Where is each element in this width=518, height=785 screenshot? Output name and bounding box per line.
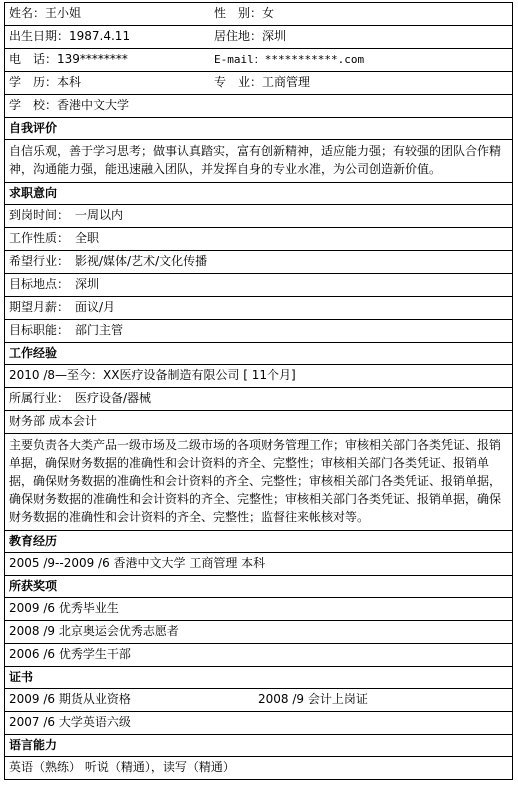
row-school (5, 95, 512, 118)
job-intent-function: 目标职能： 部门主管 (5, 320, 512, 343)
work-description: 主要负责各大类产品一级市场及二级市场的各项财务管理工作；审核相关部门各类凭证、报销单据，确保财务数据的准确性和会计资料的齐全、完整性；审核相关部门各类凭证、报销单据，确保财务数据的准确性和会计资料的齐全、完整性；审核相关部门各类凭证、报销单据，确保财务数据的准确性和会计资料的齐全、完整性；审核相关部门各类凭证、报销单据，确保财务数据的准确性和会计资料的齐全、完整性；监督往来帐核对等。 (5, 434, 512, 531)
award-item: 2009 /6 优秀毕业生 (5, 598, 512, 621)
language-text: 英语（熟练） 听说（精通），读写（精通） (5, 757, 512, 780)
section-heading-language: 语言能力 (5, 735, 512, 757)
major-field: 专 业：工商管理 (214, 75, 311, 89)
work-position: 财务部 成本会计 (5, 411, 512, 434)
row-phone-email (5, 49, 512, 72)
section-heading-awards: 所获奖项 (5, 576, 512, 598)
phone-field: 电 话：139******** (9, 52, 128, 66)
section-heading-job-intention: 求职意向 (5, 183, 512, 205)
job-intent-arrival-time: 到岗时间： 一周以内 (5, 205, 512, 228)
award-item: 2006 /6 优秀学生干部 (5, 644, 512, 667)
row-birth-residence (5, 26, 512, 49)
gender-field: 性 别：女 (214, 6, 275, 20)
section-heading-work-experience: 工作经验 (5, 343, 512, 365)
section-heading-education: 教育经历 (5, 531, 512, 553)
cert-item: 2008 /9 会计上岗证 (258, 692, 368, 706)
job-intent-salary: 期望月薪： 面议/月 (5, 297, 512, 320)
award-item: 2008 /9 北京奥运会优秀志愿者 (5, 621, 512, 644)
job-intent-location: 目标地点： 深圳 (5, 274, 512, 297)
section-heading-self-evaluation: 自我评价 (5, 118, 512, 140)
name-field: 姓名：王小姐 (9, 6, 82, 20)
work-period: 2010 /8—至今：XX医疗设备制造有限公司 [ 11个月] (5, 365, 512, 388)
work-industry: 所属行业： 医疗设备/器械 (5, 388, 512, 411)
resume-table (4, 2, 513, 780)
cert-item: 2009 /6 期货从业资格 (9, 692, 131, 706)
birth-date-field: 出生日期：1987.4.11 (9, 29, 131, 43)
residence-field: 居住地：深圳 (214, 29, 287, 43)
cert-item: 2007 /6 大学英语六级 (5, 712, 512, 735)
row-name-gender (5, 3, 512, 26)
job-intent-work-type: 工作性质： 全职 (5, 228, 512, 251)
cert-row-1 (5, 689, 512, 712)
row-education-major (5, 72, 512, 95)
education-entry: 2005 /9--2009 /6 香港中文大学 工商管理 本科 (5, 553, 512, 576)
school-field: 学 校：香港中文大学 (9, 98, 130, 112)
email-field: E-mail：***********.com (214, 53, 365, 66)
job-intent-industry: 希望行业： 影视/媒体/艺术/文化传播 (5, 251, 512, 274)
education-level-field: 学 历：本科 (9, 75, 82, 89)
section-heading-certificates: 证书 (5, 667, 512, 689)
self-evaluation-text: 自信乐观，善于学习思考；做事认真踏实，富有创新精神，适应能力强；有较强的团队合作精神，沟通能力强，能迅速融入团队，并发挥自身的专业水准，为公司创造新价值。 (5, 140, 512, 183)
